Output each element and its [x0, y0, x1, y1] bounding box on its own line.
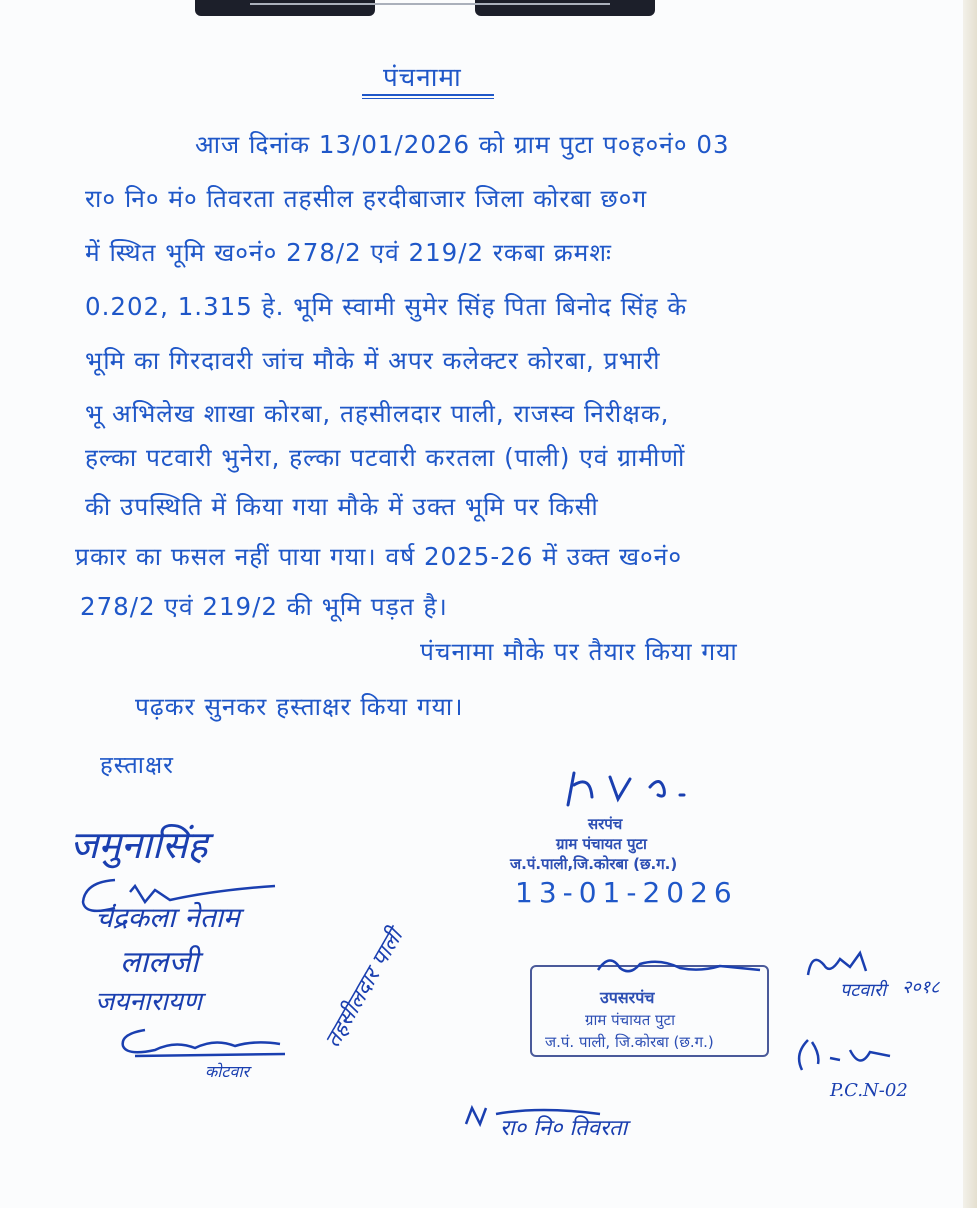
sarpanch-stamp-title: सरपंच — [588, 815, 623, 833]
signature-chandrakala: चंद्रकला नेताम — [95, 901, 240, 934]
body-line-2: रा० नि० मं० तिवरता तहसील हरदीबाजार जिला कोरबा छ०ग — [85, 184, 648, 213]
body-line-7: हल्का पटवारी भुनेरा, हल्का पटवारी करतला (पाली) एवं ग्रामीणों — [85, 443, 686, 472]
upsarpanch-stamp-address: ज.पं. पाली, जि.कोरबा (छ.ग.) — [545, 1033, 714, 1051]
upsarpanch-stamp-panchayat: ग्राम पंचायत पुटा — [585, 1011, 675, 1029]
signature-ri-tiwarta: रा० नि० तिवरता — [500, 1116, 628, 1141]
signature-lalji: लालजी — [120, 945, 199, 980]
body-line-6: भू अभिलेख शाखा कोरबा, तहसीलदार पाली, राजस्व निरीक्षक, — [85, 399, 670, 428]
body-line-8: की उपस्थिति में किया गया मौके में उक्त भूमि पर किसी — [85, 492, 599, 521]
signature-kotwar-caption: कोटवार — [205, 1062, 250, 1081]
body-line-1: आज दिनांक 13/01/2026 को ग्राम पुटा प०ह०नं० 03 — [195, 130, 730, 159]
sarpanch-date: 13-01-2026 — [515, 876, 738, 909]
body-line-10: 278/2 एवं 219/2 की भूमि पड़त है। — [80, 592, 448, 621]
sarpanch-stamp-address: ज.पं.पाली,जि.कोरबा (छ.ग.) — [510, 855, 678, 873]
body-line-12: पढ़कर सुनकर हस्ताक्षर किया गया। — [135, 692, 464, 721]
signature-kotwar — [115, 1020, 295, 1065]
signature-pcn-scribble — [790, 1030, 910, 1080]
body-line-11: पंचनामा मौके पर तैयार किया गया — [420, 637, 738, 666]
body-line-3: में स्थित भूमि ख०नं० 278/2 एवं 219/2 रकबा क्रमशः — [85, 238, 612, 267]
title-underline — [362, 94, 494, 96]
body-line-5: भूमि का गिरदावरी जांच मौके में अपर कलेक्टर कोरबा, प्रभारी — [85, 346, 661, 375]
patwari-number: २०१८ — [902, 977, 940, 998]
signature-jamuna-singh: जमुनासिंह — [70, 823, 208, 867]
patwari-caption: पटवारी — [840, 980, 886, 1001]
sarpanch-stamp-panchayat: ग्राम पंचायत पुटा — [556, 835, 647, 853]
page-edge — [963, 0, 977, 1208]
clip-wire — [250, 3, 610, 5]
document-title: पंचनामा — [383, 63, 462, 93]
title-underline-2 — [362, 98, 494, 99]
body-line-9: प्रकार का फसल नहीं पाया गया। वर्ष 2025-26 में उक्त ख०नं० — [75, 542, 683, 571]
signature-tahsildar: तहसीलदार पाली — [320, 925, 409, 1052]
signature-jaynarayan: जयनारायण — [95, 987, 202, 1017]
signature-heading: हस्ताक्षर — [100, 751, 174, 779]
pcn-caption: P.C.N-02 — [830, 1080, 908, 1101]
sarpanch-signature — [560, 765, 750, 815]
upsarpanch-signature — [590, 950, 770, 980]
upsarpanch-stamp-title: उपसरपंच — [600, 988, 655, 1007]
body-line-4: 0.202, 1.315 हे. भूमि स्वामी सुमेर सिंह पिता बिनोद सिंह के — [85, 292, 688, 321]
